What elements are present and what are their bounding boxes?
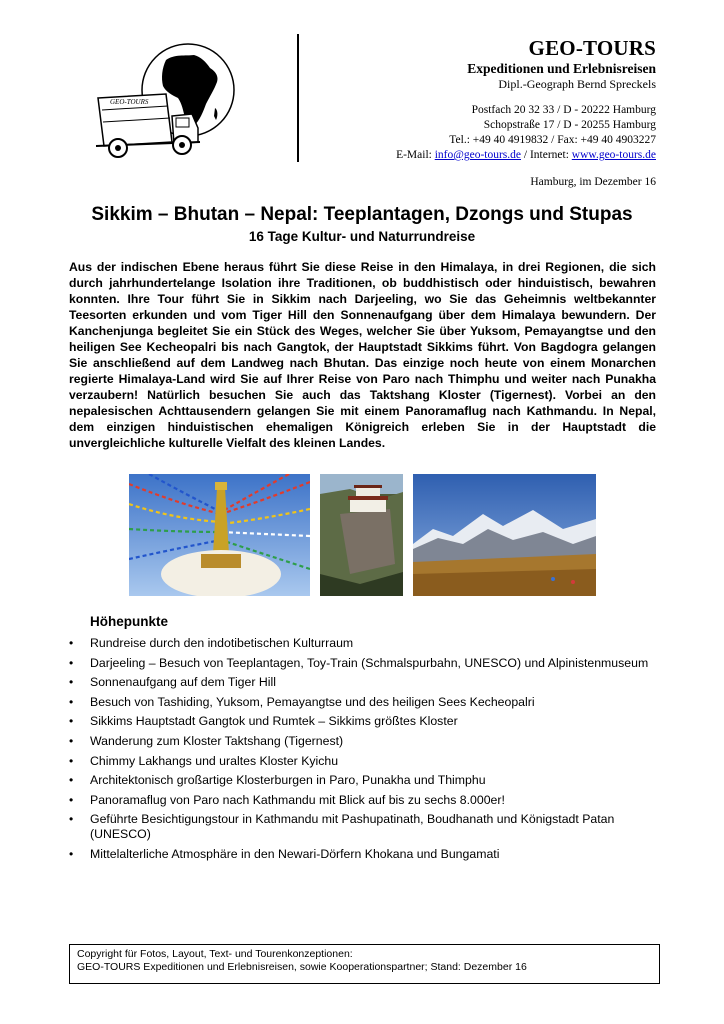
stupa-prayer-flags-photo	[129, 474, 310, 596]
intro-paragraph: Aus der indischen Ebene heraus führt Sie diese Reise in den Himalaya, in drei Regionen, die sich durch jahrhundertelange Isolation ihre Traditionen, ob buddhistisch oder hinduistisch, bewahren konnten. Ihre Tour führt Sie in Sikkim nach Darjeeling, wo Sie das Geheimnis weltbekannter Teesorten erkunden und vom Tiger Hill den Sonnenaufgang über dem Himalaya bewundern. Der Kanchenjunga begleitet Sie ein Stück des Weges, welcher Sie über Yuksom, Pemayangtse und den heiligen See Kecheopalri bis nach Gangtok, der Hauptstadt Sikkims führt. Von Bagdogra gelangen Sie anschließend auf dem Landweg nach Bhutan. Das einzige noch heute von einem Monarchen regierte Himalaya-Land wird Sie auf Ihrer Reise von Paro nach Thimphu und weiter nach Punakha verzaubern! Natürlich besuchen Sie auch das Taktshang Kloster (Tigernest). Vorbei an den nepalesischen Achttausendern gelangen Sie mit einem Panoramaflug nach Kathmandu. In Nepal, dem einzigen hinduistischen ehemaligen Königreich erleben Sie in der Hauptstadt die unvergleichliche kulturelle Vielfalt des kleinen Landes.	[69, 260, 656, 450]
himalaya-mountain-panorama-photo	[413, 474, 596, 596]
contact-line	[396, 148, 656, 163]
tigers-nest-monastery-photo	[320, 474, 403, 596]
highlights-list	[69, 636, 659, 867]
photo-stupa	[129, 474, 310, 596]
list-item: • Mittelalterliche Atmosphäre in den Newari-Dörfern Khokana und Bungamati	[69, 847, 659, 862]
page-title: Sikkim – Bhutan – Nepal: Teeplantagen, Dzongs und Stupas	[91, 204, 633, 225]
email-link[interactable]: info@geo-tours.de	[434, 149, 521, 161]
list-item: • Geführte Besichtigungstour in Kathmandu mit Pashupatinath, Boudhanath und Königstadt Patan (UNESCO)	[69, 812, 659, 842]
truck-africa-logo-icon	[88, 38, 248, 160]
street-line: Schopstraße 17 / D - 20255 Hamburg	[483, 119, 656, 131]
photo-tigers-nest	[320, 474, 403, 596]
list-item: • Rundreise durch den indotibetischen Kulturraum	[69, 636, 659, 651]
list-item: • Wanderung zum Kloster Taktshang (Tigernest)	[69, 734, 659, 749]
photo-himalaya	[413, 474, 596, 596]
list-item: • Besuch von Tashiding, Yuksom, Pemayangtse und des heiligen Sees Kecheopalri	[69, 695, 659, 710]
list-item: • Sonnenaufgang auf dem Tiger Hill	[69, 675, 659, 690]
website-link[interactable]: www.geo-tours.de	[571, 149, 656, 161]
logo-truck-text: GEO-TOURS	[110, 98, 149, 106]
postbox-line: Postfach 20 32 33 / D - 20222 Hamburg	[471, 104, 656, 116]
copyright-box	[69, 944, 660, 984]
list-item: • Darjeeling – Besuch von Teeplantagen, Toy-Train (Schmalspurbahn, UNESCO) und Alpinistenmuseum	[69, 656, 659, 671]
phone-fax-line: Tel.: +49 40 4919832 / Fax: +49 40 4903227	[449, 134, 656, 146]
company-logo	[88, 38, 248, 160]
email-label: E-Mail:	[396, 149, 435, 161]
copyright-line-2: GEO-TOURS Expeditionen und Erlebnisreisen, sowie Kooperationspartner; Stand: Dezember 16	[77, 961, 527, 973]
company-header	[467, 36, 656, 92]
page-subtitle: 16 Tage Kultur- und Naturrundreise	[248, 229, 476, 244]
company-name: GEO-TOURS	[528, 36, 656, 60]
copyright-line-1: Copyright für Fotos, Layout, Text- und Tourenkonzeptionen:	[77, 948, 353, 960]
address-block	[396, 103, 656, 163]
internet-label: / Internet:	[521, 149, 572, 161]
list-item: • Architektonisch großartige Klosterburgen in Paro, Punakha und Thimphu	[69, 773, 659, 788]
company-owner: Dipl.-Geograph Bernd Spreckels	[498, 77, 656, 91]
list-item: • Chimmy Lakhangs und uraltes Kloster Kyichu	[69, 754, 659, 769]
company-tagline: Expeditionen und Erlebnisreisen	[467, 61, 656, 76]
list-item: • Sikkims Hauptstadt Gangtok und Rumtek – Sikkims größtes Kloster	[69, 714, 659, 729]
header-divider	[297, 34, 299, 162]
highlights-heading: Höhepunkte	[90, 614, 169, 629]
list-item: • Panoramaflug von Paro nach Kathmandu mit Blick auf bis zu sechs 8.000er!	[69, 793, 659, 808]
dateline: Hamburg, im Dezember 16	[530, 176, 656, 188]
